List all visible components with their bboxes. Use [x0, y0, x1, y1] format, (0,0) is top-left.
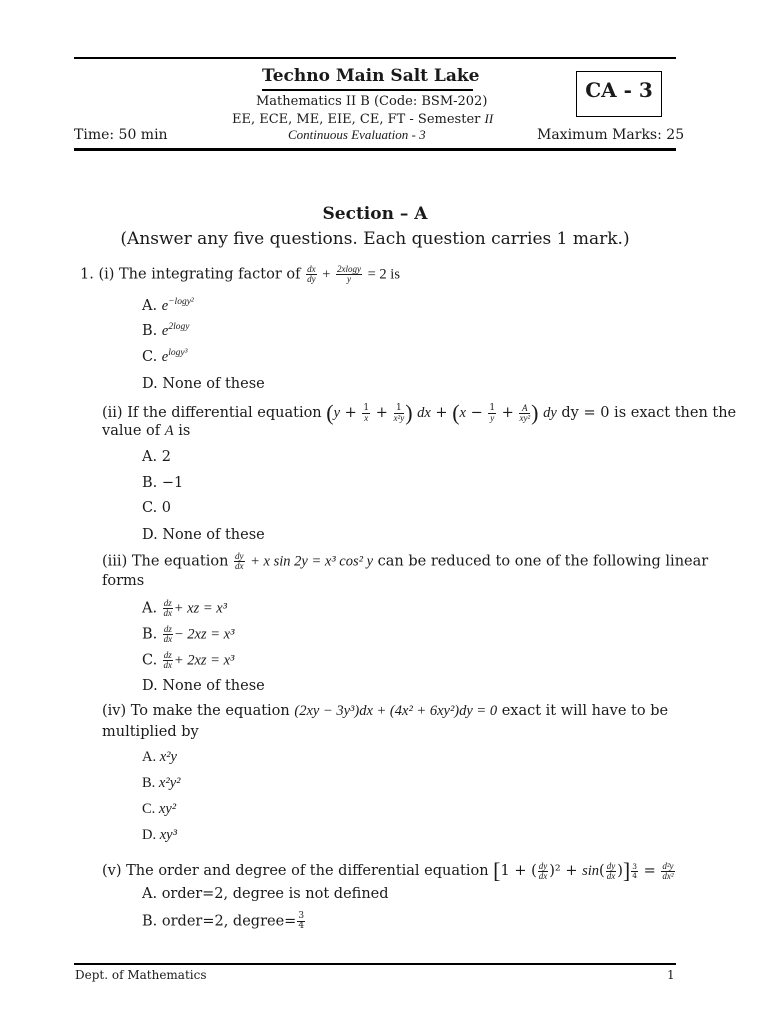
q1i-frac-dxdy: $\frac{dx}{dy}$: [307, 264, 316, 284]
semester-numeral: II: [484, 111, 494, 126]
q1i-lead: (i) The integrating factor of: [98, 266, 301, 283]
q1iv-option-d: D. xy³: [142, 827, 177, 843]
q1ii-tail: dy = 0 is exact then the: [561, 405, 737, 421]
footer-dept: Dept. of Mathematics: [75, 968, 207, 982]
q1iii-option-b: B. $\frac{dz}{dx}$ − 2xz = x³: [142, 624, 235, 644]
q1ii-option-b: B. −1: [142, 475, 184, 491]
streams-line: [232, 111, 493, 127]
q1ii-option-a: A. 2: [142, 449, 171, 465]
course-line: Mathematics II B (Code: BSM-202): [256, 94, 488, 109]
q1i-option-b: B. $e^{2logy}$: [142, 322, 190, 339]
q1iii-eq: + x sin 2y = x³ cos² y: [250, 553, 374, 570]
q1iv-eq: (2xy − 3y³)dx + (4x² + 6xy²)dy = 0: [294, 703, 498, 719]
top-rule: [74, 57, 676, 59]
question-1-i: 1. (i) The integrating factor of $\frac{dx}{dy}$ + $\frac{2xlogy}{y}$ = 2 is: [80, 264, 400, 284]
ca-badge-text: CA - 3: [585, 78, 653, 102]
institution-underline: [262, 89, 473, 91]
question-1-v: (v) The order and degree of the differential equation [1 + ( $\frac{dy}{dx}$ )² + sin( $\frac{dy}{dx}$ )] $\frac{3}{4}$ = $\frac{\text{d²y}}{\text{dx²}}$: [102, 858, 674, 883]
institution-title: Techno Main Salt Lake: [262, 66, 480, 86]
q1iv-option-c: C. xy²: [142, 801, 177, 817]
q1i-tail: = 2 is: [367, 266, 400, 283]
evaluation-line: Continuous Evaluation - 3: [288, 127, 426, 142]
q1iv-option-a: A. x²y: [142, 749, 177, 765]
question-number: 1.: [80, 266, 94, 283]
q1i-option-d: D. None of these: [142, 376, 265, 392]
question-1-iii: (iii) The equation $\frac{dy}{dx}$ + x sin 2y = x³ cos² y can be reduced to one of the following linear: [102, 551, 709, 571]
q1iv-option-b: B. x²y²: [142, 775, 181, 791]
section-instruction: (Answer any five questions. Each question carries 1 mark.): [120, 229, 630, 249]
q1i-option-a: A. $e^{-logy^2}$: [142, 297, 194, 314]
ca-badge: [576, 71, 662, 117]
q1iv-line2: multiplied by: [102, 724, 199, 740]
footer-page-number: 1: [667, 968, 675, 982]
q1ii-option-c: C. 0: [142, 500, 172, 516]
footer-rule: [74, 963, 676, 965]
question-1-ii: (ii) If the differential equation (y + $\frac{1}{x}$ + $\frac{1}{\text{x²y}}$ ) dx + (x − $\frac{1}{y}$ + $\frac{A}{\text{xy²}}$ ) dy dy = 0 is exact then the: [102, 400, 737, 425]
q1iii-option-c: C. $\frac{dz}{dx}$ + 2xz = x³: [142, 650, 235, 670]
q1v-option-b: B. order=2, degree= $\frac{3}{4}$: [142, 911, 305, 931]
q1v-option-a: A. order=2, degree is not defined: [142, 886, 389, 902]
q1i-frac-logy: $\frac{2xlogy}{y}$: [337, 264, 361, 284]
q1iii-option-a: A. $\frac{dz}{dx}$ + xz = x³: [142, 598, 228, 618]
time-label: Time: 50 min: [74, 127, 168, 143]
header-bottom-rule: [74, 148, 676, 151]
question-1-iv: (iv) To make the equation (2xy − 3y³)dx + (4x² + 6xy²)dy = 0 exact it will have to be: [102, 703, 669, 719]
streams-text: EE, ECE, ME, EIE, CE, FT - Semester: [232, 112, 481, 127]
q1i-option-c: C. $e^{logy^3}$: [142, 348, 188, 365]
max-marks-label: Maximum Marks: 25: [537, 127, 685, 143]
section-title: Section – A: [322, 204, 428, 224]
q1iii-line2: forms: [102, 573, 145, 589]
q1ii-line2: value of A is: [102, 423, 191, 439]
q1ii-option-d: D. None of these: [142, 527, 265, 543]
q1iii-option-d: D. None of these: [142, 678, 265, 694]
